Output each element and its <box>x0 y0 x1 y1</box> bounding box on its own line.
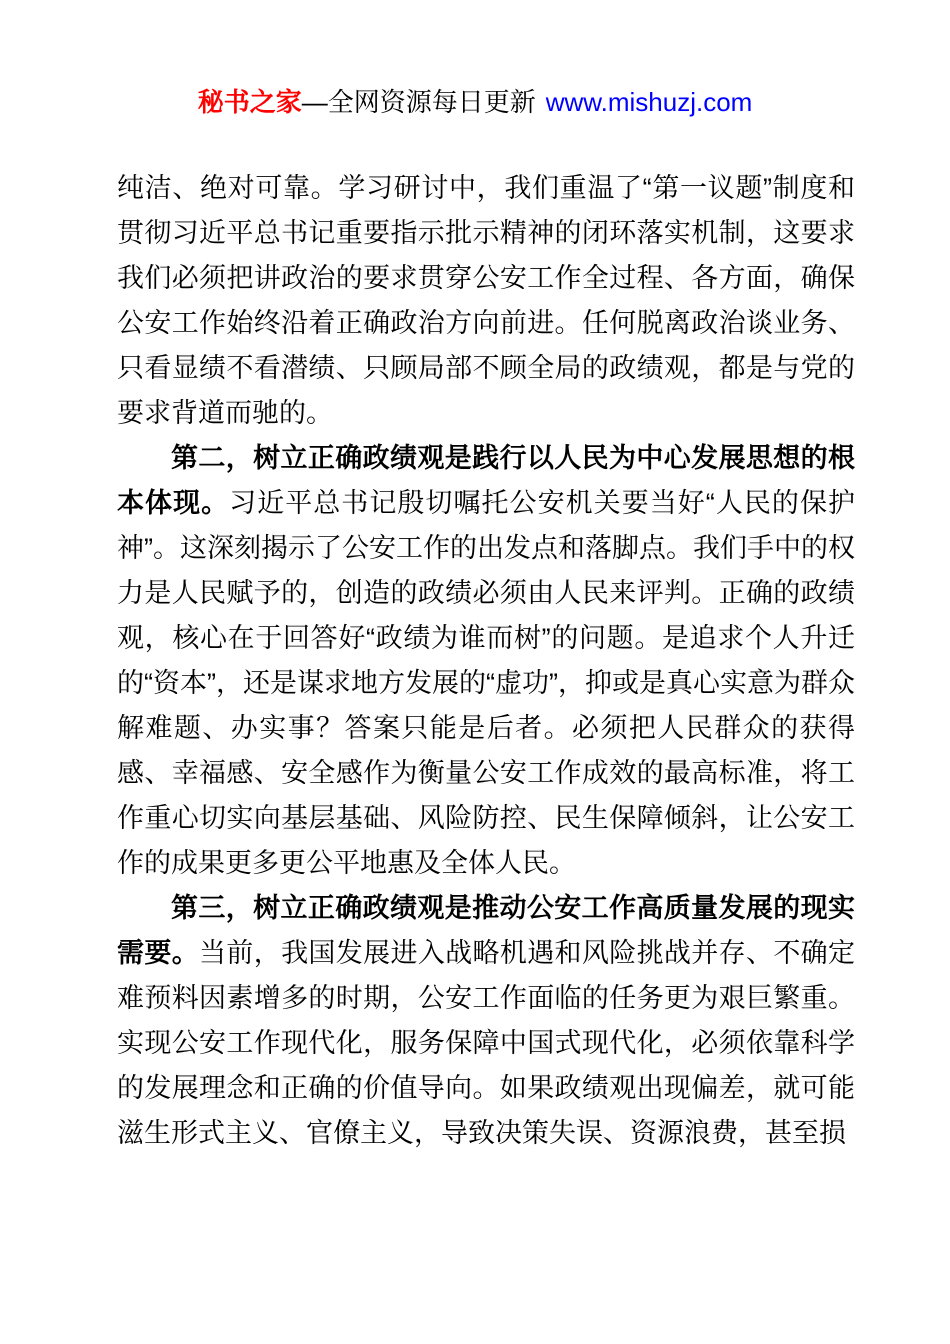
header-tagline: —全网资源每日更新 <box>301 87 536 117</box>
paragraph-1 <box>117 166 855 436</box>
paragraph-3-lead: 第三，树立正确政绩观是推动公安工作高质量发展的现实需要。 <box>117 893 855 968</box>
page-header <box>0 84 950 120</box>
paragraph-2-text: 习近平总书记殷切嘱托公安机关要当好“人民的保护神”。这深刻揭示了公安工作的出发点和落脚点。我们手中的权力是人民赋予的，创造的政绩必须由人民来评判。正确的政绩观，核心在于回答好“政绩为谁而树”的问题。是追求个人升迁的“资本”，还是谋求地方发展的“虚功”，抑或是真心实意为群众解难题、办实事？答案只能是后者。必须把人民群众的获得感、幸福感、安全感作为衡量公安工作成效的最高标准，将工作重心切实向基层基础、风险防控、民生保障倾斜，让公安工作的成果更多更公平地惠及全体人民。 <box>117 488 855 878</box>
paragraph-2-lead: 第二，树立正确政绩观是践行以人民为中心发展思想的根本体现。 <box>117 443 855 518</box>
brand-name: 秘书之家 <box>197 87 302 117</box>
header-url-link[interactable]: www.mishuzj.com <box>545 87 753 117</box>
paragraph-3 <box>117 886 855 1156</box>
document-body <box>117 166 855 1156</box>
paragraph-1-text: 纯洁、绝对可靠。学习研讨中，我们重温了“第一议题”制度和贯彻习近平总书记重要指示批示精神的闭环落实机制，这要求我们必须把讲政治的要求贯穿公安工作全过程、各方面，确保公安工作始终沿着正确政治方向前进。任何脱离政治谈业务、只看显绩不看潜绩、只顾局部不顾全局的政绩观，都是与党的要求背道而驰的。 <box>117 173 855 428</box>
paragraph-2 <box>117 436 855 886</box>
paragraph-3-text: 当前，我国发展进入战略机遇和风险挑战并存、不确定难预料因素增多的时期，公安工作面临的任务更为艰巨繁重。实现公安工作现代化，服务保障中国式现代化，必须依靠科学的发展理念和正确的价值导向。如果政绩观出现偏差，就可能滋生形式主义、官僚主义，导致决策失误、资源浪费，甚至损 <box>117 938 856 1148</box>
